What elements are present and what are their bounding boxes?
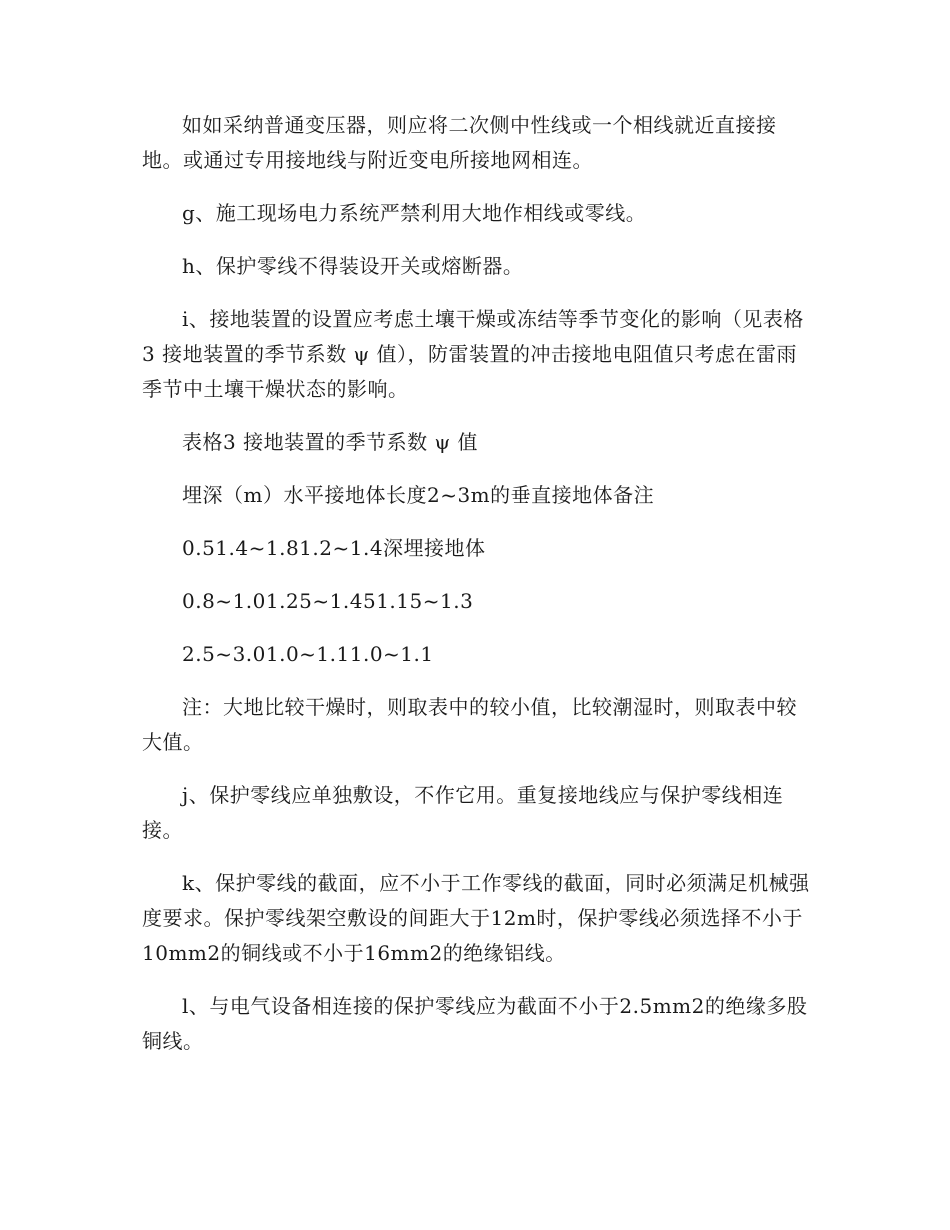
document-body: [142, 108, 812, 1077]
table-caption: 表格3 接地装置的季节系数 ψ 值: [182, 430, 478, 454]
table-header-line: 埋深（m）水平接地体长度2~3m的垂直接地体备注: [182, 483, 655, 507]
table-note: 注：大地比较干燥时，则取表中的较小值，比较潮湿时，则取表中较大值。: [142, 695, 797, 754]
table-row-line: 0.51.4~1.81.2~1.4深埋接地体: [182, 536, 486, 560]
paragraph-item-k: k、保护零线的截面，应不小于工作零线的截面，同时必须满足机械强度要求。保护零线架空敷设的间距大于12m时，保护零线必须选择不小于10mm2的铜线或不小于16mm2的绝缘铝线。: [142, 871, 810, 965]
paragraph-grounding-transformer: 如如采纳普通变压器，则应将二次侧中性线或一个相线就近直接接地。或通过专用接地线与附近变电所接地网相连。: [142, 113, 777, 172]
paragraph-item-h: h、保护零线不得装设开关或熔断器。: [182, 254, 524, 278]
paragraph-item-l: l、与电气设备相连接的保护零线应为截面不小于2.5mm2的绝缘多股铜线。: [142, 994, 808, 1053]
table-row-line: 0.8~1.01.25~1.451.15~1.3: [182, 589, 474, 613]
paragraph-item-j: j、保护零线应单独敷设，不作它用。重复接地线应与保护零线相连接。: [142, 783, 784, 842]
table-row-line: 2.5~3.01.0~1.11.0~1.1: [182, 642, 434, 666]
paragraph-item-g: g、施工现场电力系统严禁利用大地作相线或零线。: [182, 201, 647, 225]
paragraph-item-i: i、接地装置的设置应考虑土壤干燥或冻结等季节变化的影响（见表格3 接地装置的季节系数 ψ 值），防雷装置的冲击接地电阻值只考虑在雷雨季节中土壤干燥状态的影响。: [142, 307, 804, 401]
